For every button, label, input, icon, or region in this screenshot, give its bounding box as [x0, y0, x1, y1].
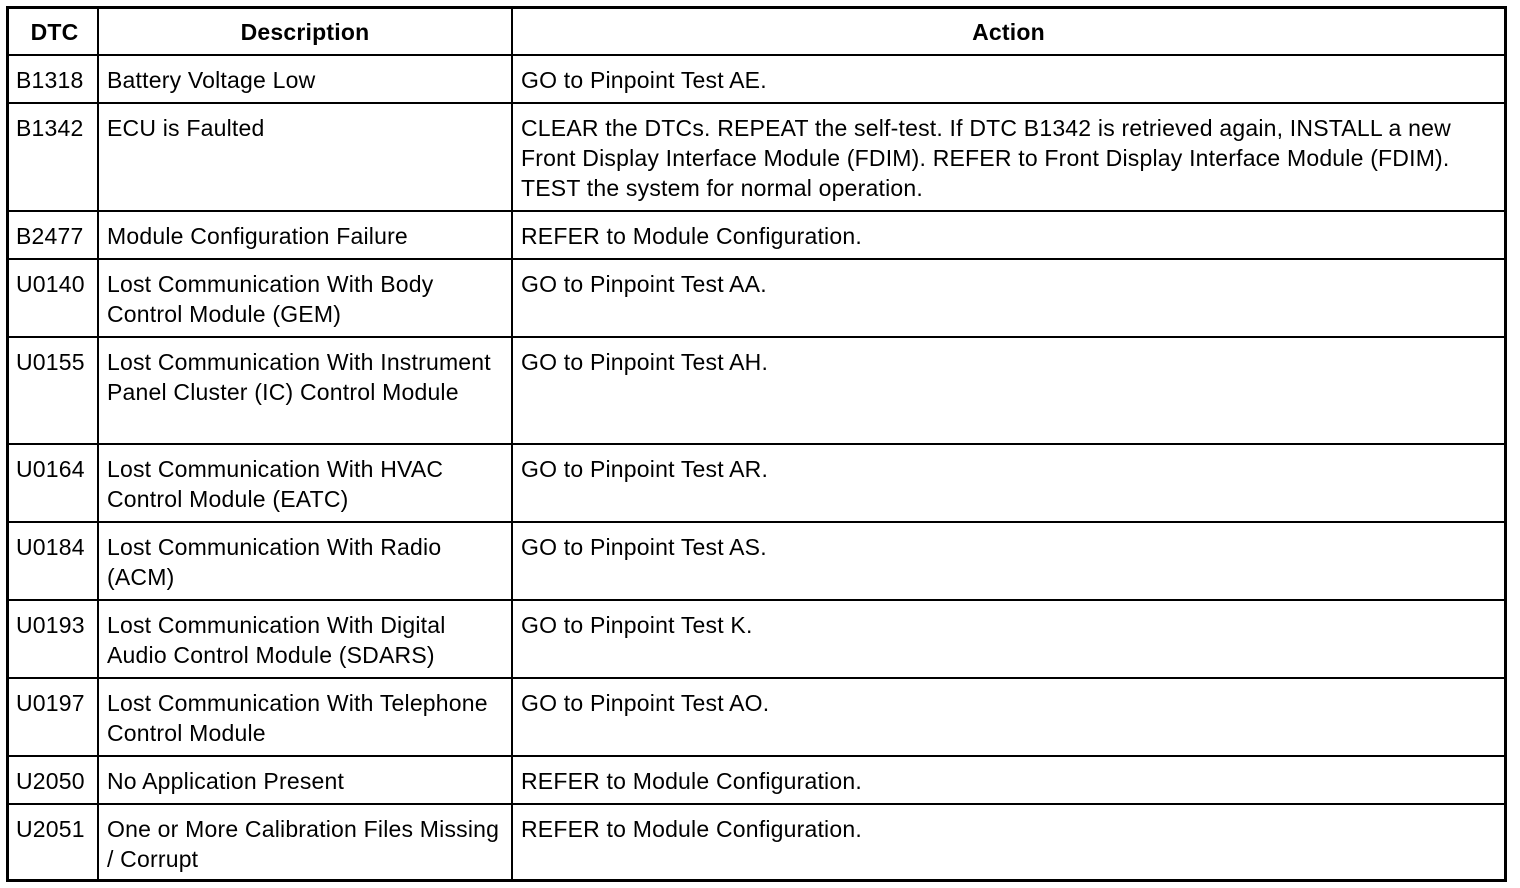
dtc-table-frame: [6, 6, 1507, 882]
action-cell: CLEAR the DTCs. REPEAT the self-test. If DTC B1342 is retrieved again, INSTALL a new Front Display Interface Module (FDIM). REFER to Front Display Interface Module (FDIM). TEST the system for normal operation.: [512, 103, 1504, 211]
description-cell: Lost Communication With Digital Audio Control Module (SDARS): [98, 600, 512, 678]
dtc-code-cell: U2051: [9, 804, 98, 882]
action-cell: GO to Pinpoint Test K.: [512, 600, 1504, 678]
description-cell: No Application Present: [98, 756, 512, 804]
dtc-table: [9, 9, 1504, 882]
dtc-code-cell: B1318: [9, 55, 98, 103]
table-row: [9, 55, 1504, 103]
dtc-code-cell: U0184: [9, 522, 98, 600]
table-row: [9, 804, 1504, 882]
action-cell: GO to Pinpoint Test AE.: [512, 55, 1504, 103]
description-cell: Lost Communication With HVAC Control Module (EATC): [98, 444, 512, 522]
header-description: Description: [98, 9, 512, 55]
table-row: [9, 103, 1504, 211]
header-action: Action: [512, 9, 1504, 55]
dtc-code-cell: U2050: [9, 756, 98, 804]
action-cell: GO to Pinpoint Test AH.: [512, 337, 1504, 444]
action-cell: REFER to Module Configuration.: [512, 804, 1504, 882]
table-row: [9, 444, 1504, 522]
action-cell: GO to Pinpoint Test AR.: [512, 444, 1504, 522]
table-row: [9, 337, 1504, 444]
action-cell: GO to Pinpoint Test AA.: [512, 259, 1504, 337]
action-cell: REFER to Module Configuration.: [512, 756, 1504, 804]
table-row: [9, 756, 1504, 804]
header-dtc: DTC: [9, 9, 98, 55]
dtc-code-cell: B2477: [9, 211, 98, 259]
dtc-code-cell: U0140: [9, 259, 98, 337]
table-header-row: [9, 9, 1504, 55]
description-cell: Lost Communication With Body Control Module (GEM): [98, 259, 512, 337]
dtc-code-cell: U0197: [9, 678, 98, 756]
dtc-code-cell: B1342: [9, 103, 98, 211]
dtc-code-cell: U0193: [9, 600, 98, 678]
description-cell: One or More Calibration Files Missing / Corrupt: [98, 804, 512, 882]
action-cell: GO to Pinpoint Test AO.: [512, 678, 1504, 756]
dtc-code-cell: U0164: [9, 444, 98, 522]
description-cell: Module Configuration Failure: [98, 211, 512, 259]
table-row: [9, 678, 1504, 756]
table-row: [9, 522, 1504, 600]
description-cell: ECU is Faulted: [98, 103, 512, 211]
description-cell: Battery Voltage Low: [98, 55, 512, 103]
description-cell: Lost Communication With Radio (ACM): [98, 522, 512, 600]
table-row: [9, 600, 1504, 678]
description-cell: Lost Communication With Telephone Control Module: [98, 678, 512, 756]
action-cell: REFER to Module Configuration.: [512, 211, 1504, 259]
table-row: [9, 211, 1504, 259]
table-row: [9, 259, 1504, 337]
dtc-code-cell: U0155: [9, 337, 98, 444]
action-cell: GO to Pinpoint Test AS.: [512, 522, 1504, 600]
description-cell: Lost Communication With Instrument Panel Cluster (IC) Control Module: [98, 337, 512, 444]
